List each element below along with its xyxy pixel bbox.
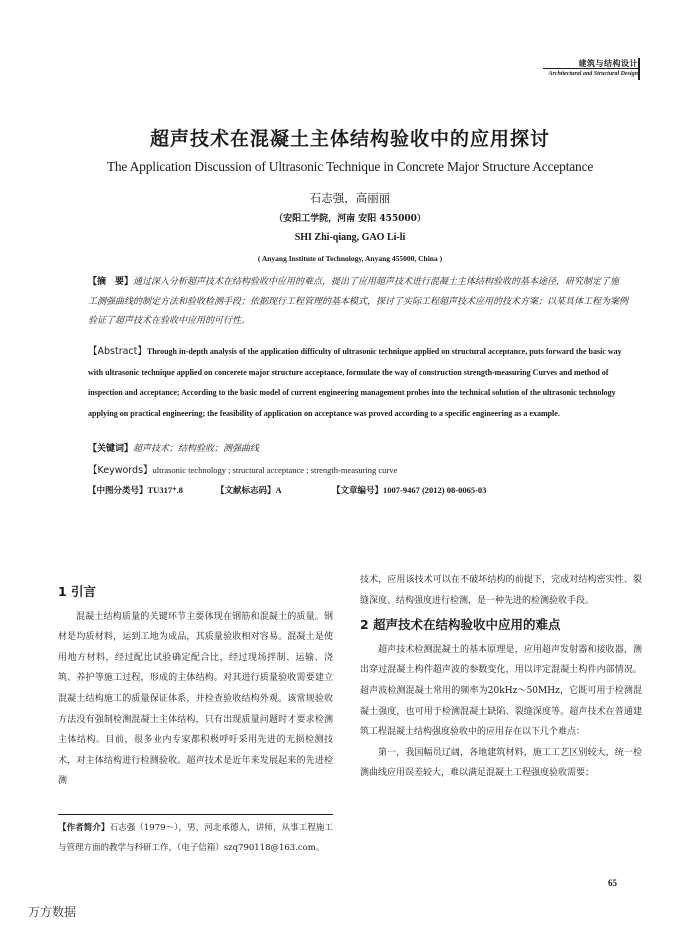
clc-label: 【中图分类号】	[88, 486, 148, 496]
keywords-en	[88, 462, 397, 476]
page-number: 65	[608, 878, 617, 888]
article-number-value: 1007-9467 (2012) 08-0065-03	[383, 485, 487, 495]
abstract-en	[88, 342, 628, 424]
footnote-rule	[58, 814, 333, 815]
footnote-text: 石志强（1979～），男，河北承德人，讲师，从事工程施工与管理方面的教学与科研工作，（电子信箱）szq790118@163.com。	[58, 823, 333, 853]
journal-name-cn: 建筑与结构设计	[578, 59, 638, 68]
keywords-cn-text: 超声技术；结构验收；测强曲线	[133, 444, 260, 454]
left-column	[58, 582, 333, 792]
document-code	[216, 484, 282, 496]
paper-title-cn: 超声技术在混凝土主体结构验收中的应用探讨	[149, 128, 550, 150]
article-number	[332, 484, 486, 496]
section-1-paragraph: 混凝土结构质量的关键环节主要体现在钢筋和混凝土的质量。钢材是均质材料，运到工地为成品，其质量验收相对容易。混凝土是使用地方材料，经过配比试验确定配合比，经过现场拌制、运输、浇筑、养护等施工过程，形成的主体结构。对其进行质量验收需要建立混凝土结构施工的质量保证体系，并检查验收结构外观。该常规验收方法没有强制检测混凝土主体结构，只有出现质量问题时才要求检测主体结构。目前，很多业内专家都积极呼吁采用先进的无损检测技术，对主体结构进行检测验收。超声技术是近年来发展起来的先进检测	[58, 611, 333, 787]
keywords-en-text: ultrasonic technology ; structural acceptance ; strength-measuring curve	[152, 465, 398, 475]
abstract-cn-label: 【摘 要】	[88, 277, 134, 287]
journal-header-en	[548, 71, 638, 77]
abstract-en-text: Through in-depth analysis of the application difficulty of ultrasonic technique applied on structural acceptance, puts forward the basic way with ultrasonic technique applied on concerete major structure acceptance, formulate the way of construction strength-measuring Curves and method of inspection and acceptance; According to the basic model of current engineering management probes into the technical solution of the ultrasonic technology applying on practical engineering; the feasibility of application on acceptance was proved according to a specific engineering as a example.	[88, 347, 622, 418]
header-bar	[638, 58, 640, 80]
doc-code-label: 【文献标志码】	[216, 486, 276, 496]
abstract-cn-text: 通过深入分析超声技术在结构验收中应用的难点，提出了应用超声技术进行混凝土主体结构验收的基本途径，研究制定了施工测强曲线的制定方法和验收检测手段；依据现行工程管理的基本模式，探讨了实际工程超声技术应用的技术方案；以某具体工程为案例验证了超声技术在验收中应用的可行性。	[88, 277, 629, 326]
keywords-cn-label: 【关键词】	[88, 444, 134, 454]
article-number-label: 【文章编号】	[332, 486, 384, 496]
abstract-en-label: 【Abstract】	[88, 346, 147, 357]
abstract-cn	[88, 273, 628, 332]
authors-cn: 石志强，高丽丽	[309, 191, 391, 205]
footnote-label: 【作者简介】	[58, 823, 110, 833]
affiliation-cn: （安阳工学院，河南 安阳 455000）	[274, 214, 426, 224]
journal-name-en: Architectural and Structural Design	[548, 71, 638, 77]
wanfang-watermark: 万方数据	[28, 905, 77, 919]
affiliation-en: ( Anyang Institute of Technology, Anyang 455000, China )	[257, 254, 443, 263]
doc-code-value: A	[275, 485, 282, 495]
clc-value: TU317⁺.8	[147, 485, 183, 495]
section-1-heading: 1 引言	[58, 584, 97, 599]
section-2-paragraph-1: 超声技术检测混凝土的基本原理是，应用超声发射器和接收器，测出穿过混凝土构件超声波的参数变化，用以评定混凝土构件内部情况。超声波检测混凝土常用的频率为20kHz～50MHz，它既可用于检测混凝土强度，也可用于检测混凝土缺陷、裂缝深度等。超声技术在普通建筑工程混凝土结构强度验收中的应用存在以下几个难点：	[360, 644, 642, 738]
keywords-cn	[88, 441, 259, 454]
authors-en: SHI Zhi-qiang, GAO Li-li	[294, 232, 406, 243]
header-rule	[543, 68, 638, 69]
clc-number	[88, 484, 183, 496]
author-footnote	[58, 818, 333, 858]
section-2-paragraph-2: 第一，我国幅员辽阔，各地建筑材料，施工工艺区别较大，统一检测曲线应用误差较大，难以满足混凝土工程强度验收需要；	[360, 747, 642, 779]
section-2-heading: 2 超声技术在结构验收中应用的难点	[360, 617, 561, 633]
section-1-paragraph-continued: 技术，应用该技术可以在不破坏结构的前提下，完成对结构密实性、裂缝深度、结构强度进行检测，是一种先进的检测验收手段。	[360, 575, 642, 606]
keywords-en-label: 【Keywords】	[88, 465, 153, 476]
paper-title-en: The Application Discussion of Ultrasonic Technique in Concrete Major Structure Acceptance	[106, 159, 594, 174]
right-column	[360, 570, 642, 784]
